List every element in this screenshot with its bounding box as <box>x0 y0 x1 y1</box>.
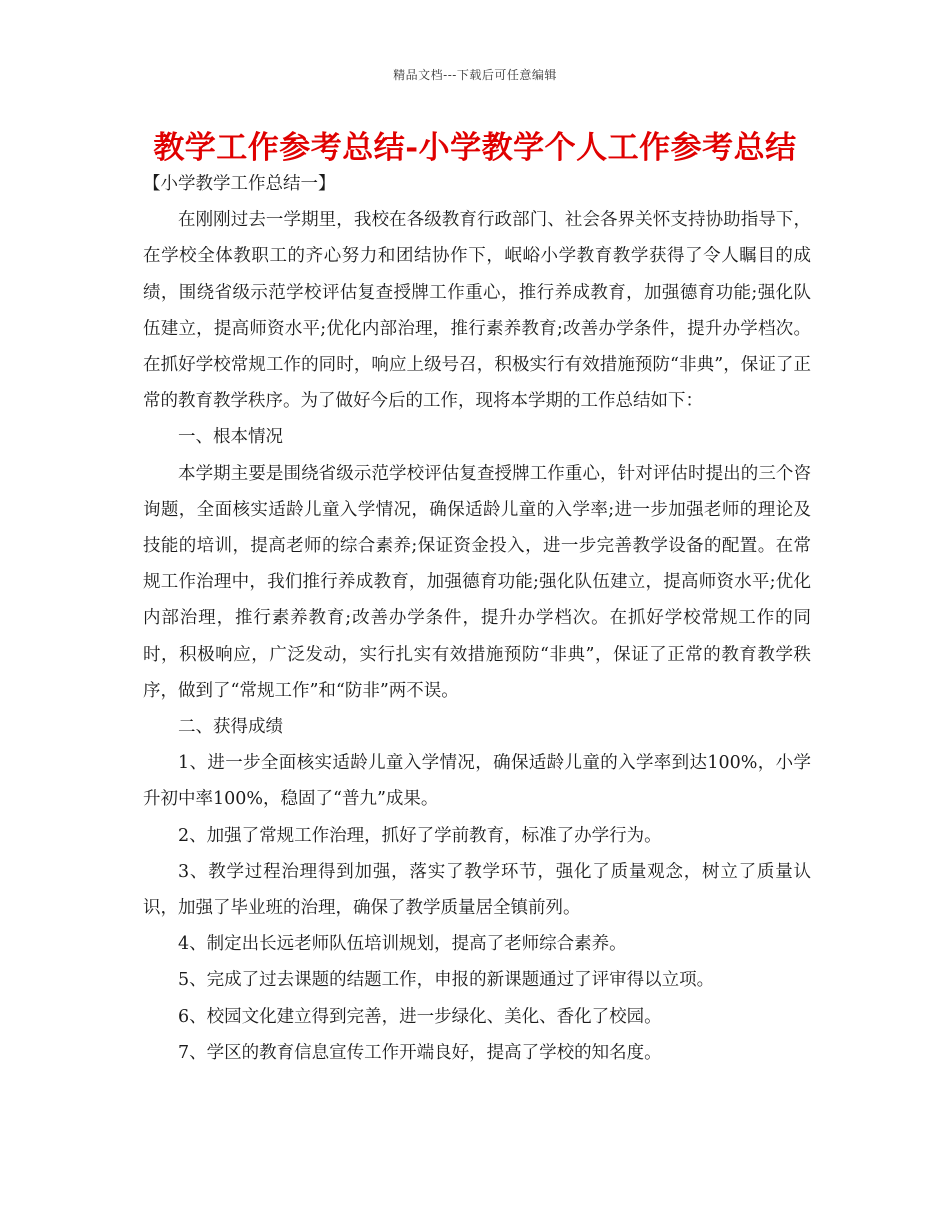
running-header: 精品文档---下载后可任意编辑 <box>393 68 557 82</box>
list-item-achievement-3: 3、教学过程治理得到加强，落实了教学环节，强化了质量观念，树立了质量认识，加强了毕业班的治理，确保了教学质量居全镇前列。 <box>143 861 811 919</box>
heading-basic-situation: 一、根本情况 <box>178 427 283 448</box>
list-item-achievement-4: 4、制定出长远老师队伍培训规划，提高了老师综合素养。 <box>178 934 627 955</box>
document-body <box>143 166 811 1071</box>
list-item-achievement-6: 6、校园文化建立得到完善，进一步绿化、美化、香化了校园。 <box>178 1006 662 1027</box>
list-item-achievement-1: 1、进一步全面核实适龄儿童入学情况，确保适龄儿童的入学率到达100%，小学升初中率100%，稳固了“普九”成果。 <box>143 753 811 810</box>
paragraph-intro: 在刚刚过去一学期里，我校在各级教育行政部门、社会各界关怀支持协助指导下，在学校全体教职工的齐心努力和团结协作下，岷峪小学教育教学获得了令人瞩目的成绩，围绕省级示范学校评估复查授牌工作重心，推行养成教育，加强德育功能;强化队伍建立，提高师资水平;优化内部治理，推行素养教育;改善办学条件，提升办学档次。在抓好学校常规工作的同时，响应上级号召，积极实行有效措施预防“非典”，保证了正常的教育教学秩序。为了做好今后的工作，现将本学期的工作总结如下： <box>143 210 811 412</box>
section-label: 【小学教学工作总结一】 <box>143 174 336 194</box>
list-item-achievement-7: 7、学区的教育信息宣传工作开端良好，提高了学校的知名度。 <box>178 1042 662 1063</box>
document-title: 教学工作参考总结-小学教学个人工作参考总结 <box>153 130 797 166</box>
heading-achievements: 二、获得成绩 <box>178 717 283 738</box>
paragraph-basic-situation: 本学期主要是围绕省级示范学校评估复查授牌工作重心，针对评估时提出的三个咨询题，全面核实适龄儿童入学情况，确保适龄儿童的入学率;进一步加强老师的理论及技能的培训，提高老师的综合素养;保证资金投入，进一步完善教学设备的配置。在常规工作治理中，我们推行养成教育，加强德育功能;强化队伍建立，提高师资水平;优化内部治理，推行素养教育;改善办学条件，提升办学档次。在抓好学校常规工作的同时，积极响应，广泛发动，实行扎实有效措施预防“非典”，保证了正常的教育教学秩序，做到了“常规工作”和“防非”两不误。 <box>143 463 811 701</box>
list-item-achievement-2: 2、加强了常规工作治理，抓好了学前教育，标准了办学行为。 <box>178 825 662 846</box>
list-item-achievement-5: 5、完成了过去课题的结题工作，申报的新课题通过了评审得以立项。 <box>178 970 715 991</box>
